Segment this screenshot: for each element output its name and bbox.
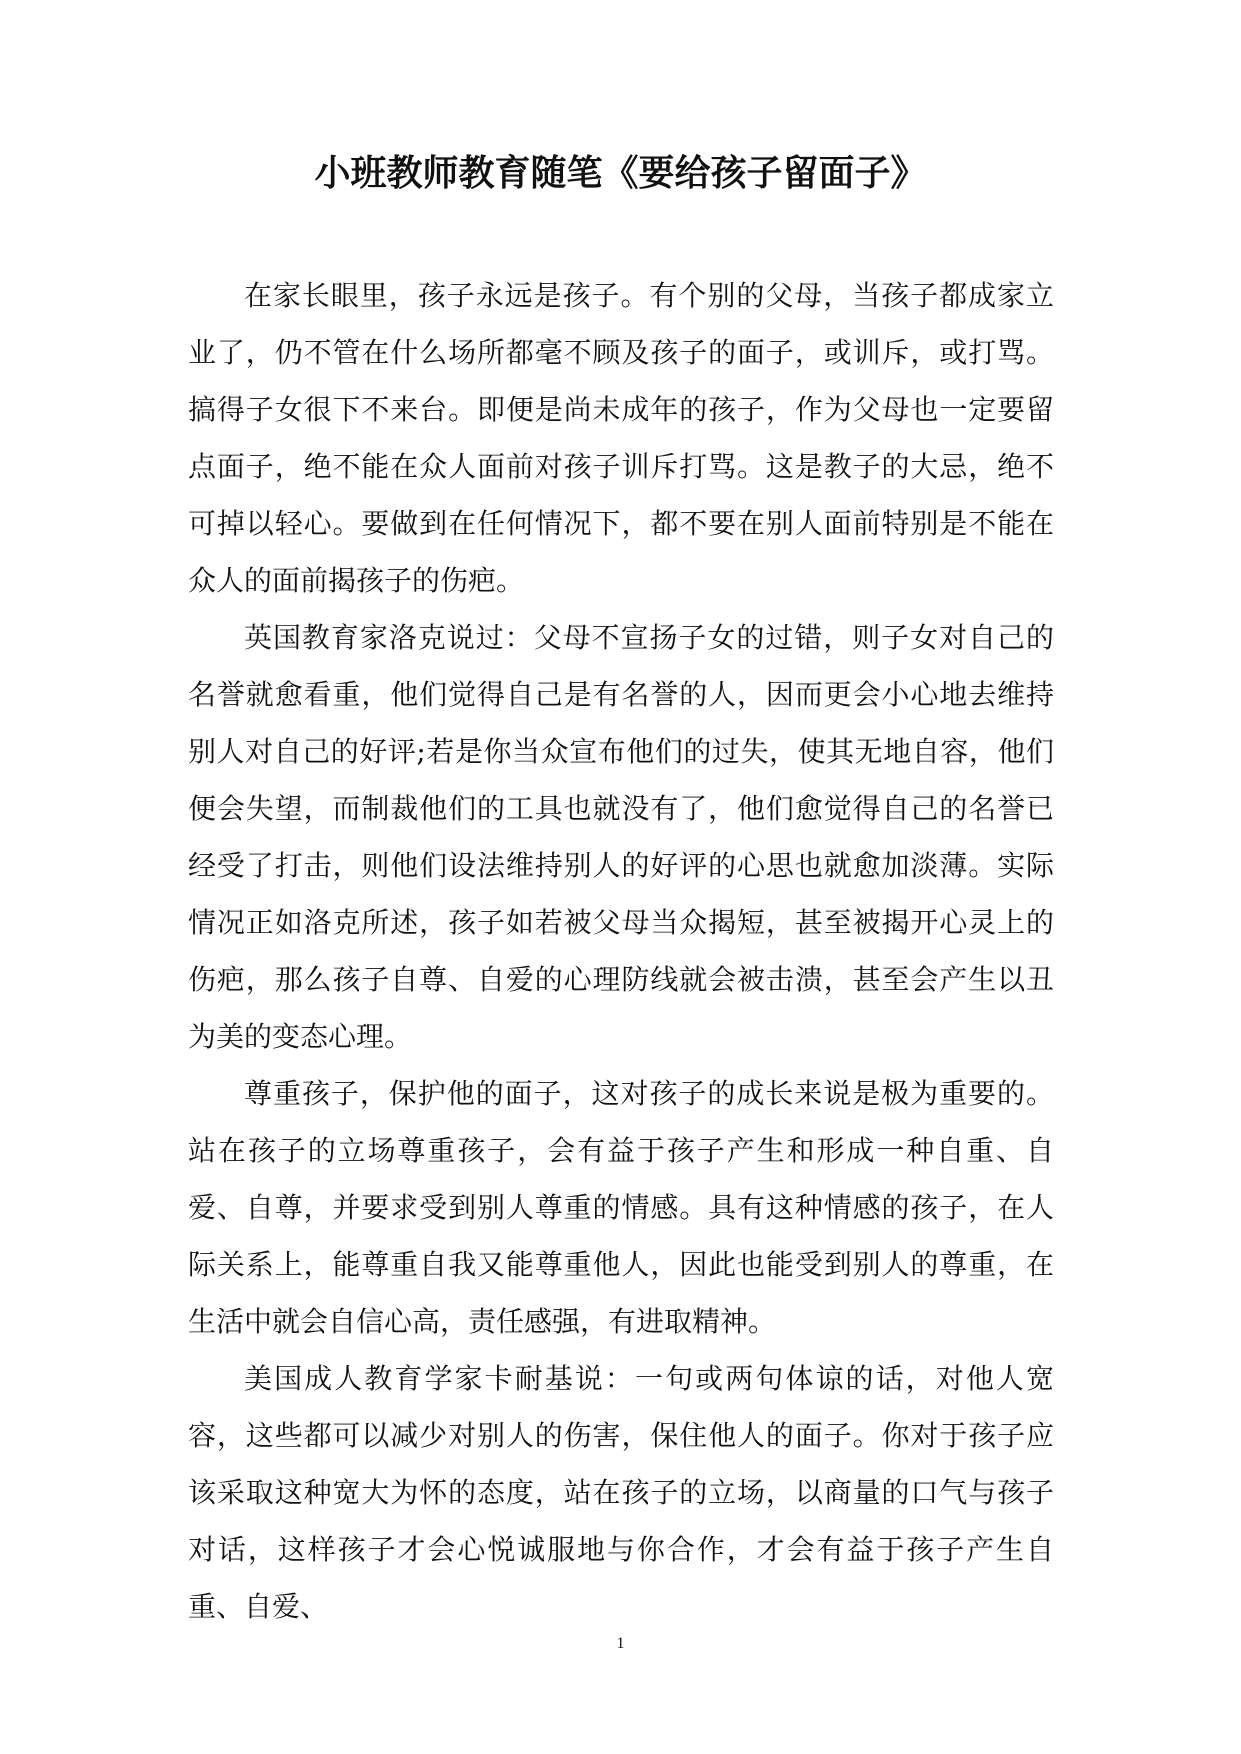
document-body bbox=[188, 267, 1054, 1635]
document-title: 小班教师教育随笔《要给孩子留面子》 bbox=[314, 152, 927, 194]
paragraph-3: 尊重孩子，保护他的面子，这对孩子的成长来说是极为重要的。站在孩子的立场尊重孩子，会有益于孩子产生和形成一种自重、自爱、自尊，并要求受到别人尊重的情感。具有这种情感的孩子，在人际关系上，能尊重自我又能尊重他人，因此也能受到别人的尊重，在生活中就会自信心高，责任感强，有进取精神。 bbox=[188, 1077, 1054, 1338]
page-number: 1 bbox=[616, 1635, 625, 1652]
paragraph-4: 美国成人教育学家卡耐基说：一句或两句体谅的话，对他人宽容，这些都可以减少对别人的伤害，保住他人的面子。你对于孩子应该采取这种宽大为怀的态度，站在孩子的立场，以商量的口气与孩子对话，这样孩子才会心悦诚服地与你合作，才会有益于孩子产生自重、自爱、 bbox=[188, 1362, 1054, 1623]
paragraph-1: 在家长眼里，孩子永远是孩子。有个别的父母，当孩子都成家立业了，仍不管在什么场所都毫不顾及孩子的面子，或训斥，或打骂。搞得子女很下不来台。即便是尚未成年的孩子，作为父母也一定要留点面子，绝不能在众人面前对孩子训斥打骂。这是教子的大忌，绝不可掉以轻心。要做到在任何情况下，都不要在别人面前特别是不能在众人的面前揭孩子的伤疤。 bbox=[188, 279, 1054, 597]
paragraph-2: 英国教育家洛克说过：父母不宣扬子女的过错，则子女对自己的名誉就愈看重，他们觉得自己是有名誉的人，因而更会小心地去维持别人对自己的好评;若是你当众宣布他们的过失，使其无地自容，他们便会失望，而制裁他们的工具也就没有了，他们愈觉得自己的名誉已经受了打击，则他们设法维持别人的好评的心思也就愈加淡薄。实际情况正如洛克所述，孩子如若被父母当众揭短，甚至被揭开心灵上的伤疤，那么孩子自尊、自爱的心理防线就会被击溃，甚至会产生以丑为美的变态心理。 bbox=[188, 621, 1054, 1053]
